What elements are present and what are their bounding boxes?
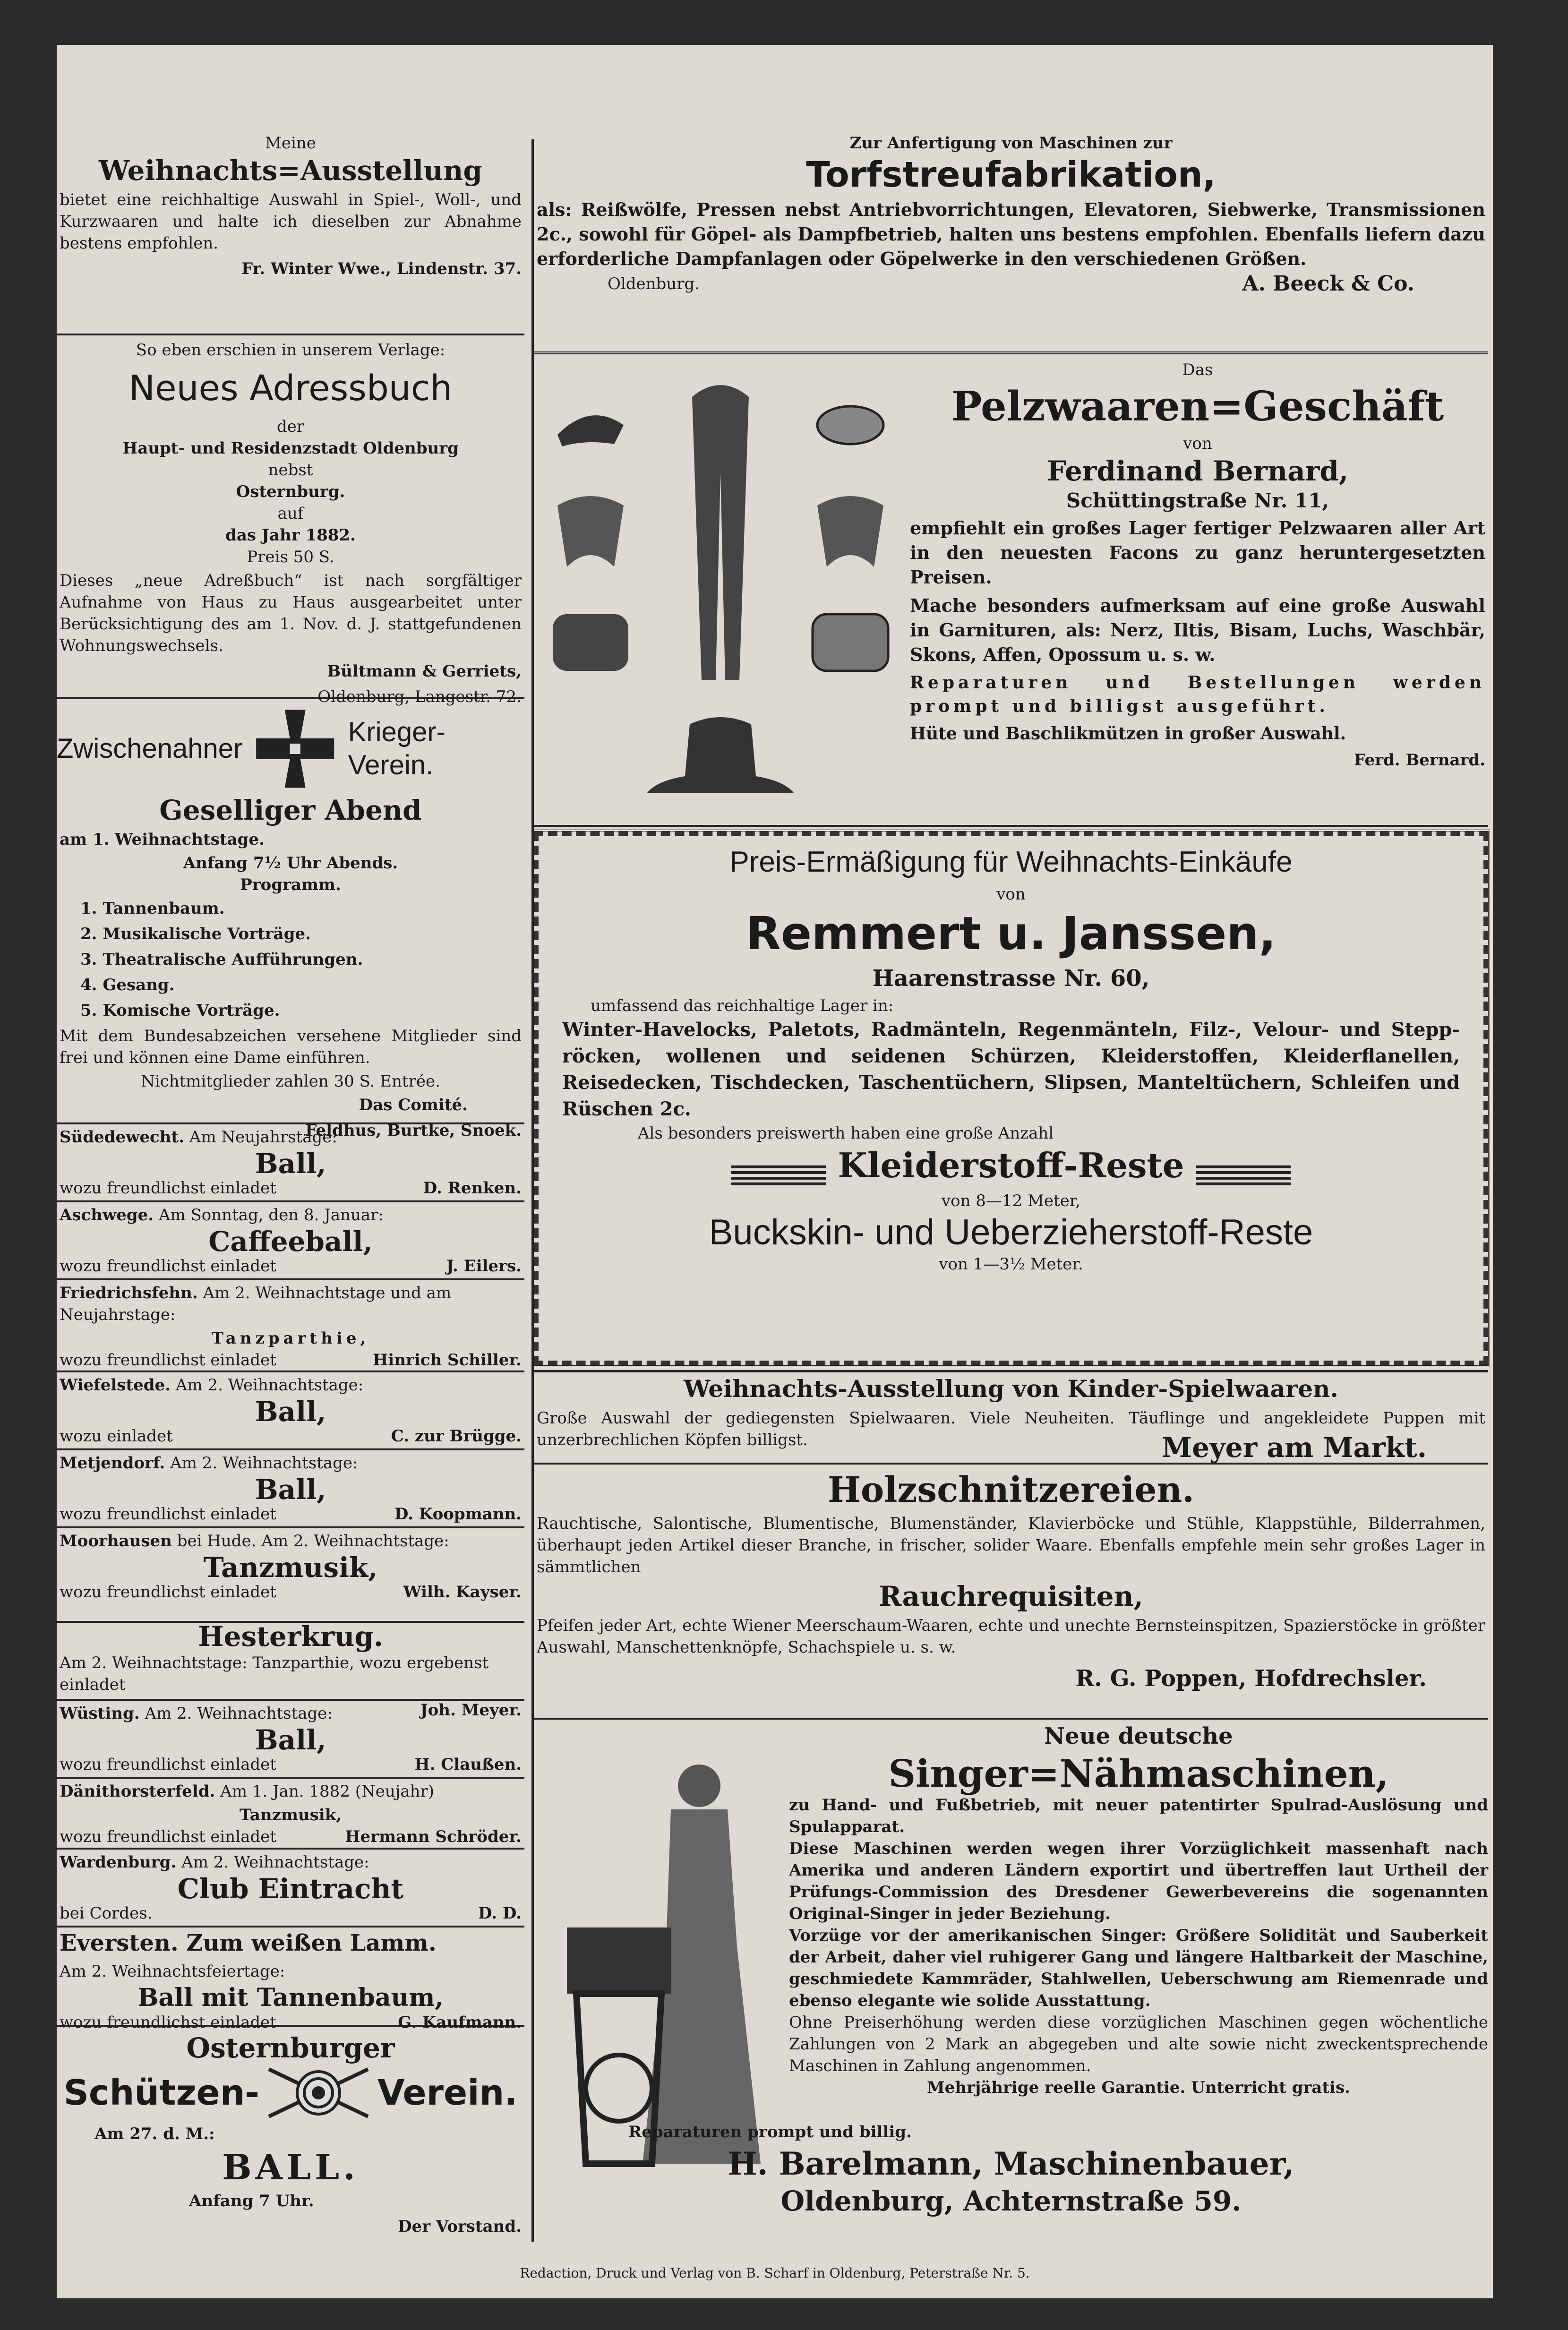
- ad-body: Rauchtische, Salontische, Blumentische, Blumenständer, Klavierböcke und Stühle, Klappstühle, Bilderrahmen, überhaupt jeden Artikel dieser Branche, in frischer, solider Waare. Ebenfalls empfehle mein sehr großes Lager in sämmtlichen: [537, 1514, 1485, 1576]
- ad-body: Mehrjährige reelle Garantie. Unterricht gratis.: [927, 2078, 1350, 2097]
- event-place: Dänithorsterfeld.: [60, 1782, 215, 1801]
- ad-title: Pelzwaaren=Geschäft: [951, 383, 1444, 430]
- ad-line: Osternburg.: [236, 482, 345, 501]
- ad-body: Reparaturen und Bestellungen werden prompt und billigst ausgeführt.: [910, 673, 1485, 716]
- ad-body: Diese Maschinen werden wegen ihrer Vorzüglichkeit massenhaft nach Amerika und anderen Ländern exportirt und übertreffen laut Urtheil der Prüfungs-Commission des Dresdener Gewerbevereins die sogenannten Original-Singer in jeder Beziehung.: [789, 1839, 1488, 1923]
- event-title: Ball mit Tannenbaum,: [137, 1983, 444, 2012]
- event-invite: wozu freundlichst einladet: [60, 1755, 276, 1774]
- left-column: [57, 132, 524, 2236]
- ad-intro: umfassend das reichhaltige Lager in:: [591, 996, 894, 1015]
- event-when: Am 2. Weihnachtstage: Tanzparthie, wozu ergebenst einladet: [60, 1653, 489, 1694]
- event-title: Ball,: [255, 1473, 326, 1506]
- ad-line: der: [276, 417, 305, 436]
- event-when: Am 2. Weihnachtstage und am Neujahrstage:: [60, 1284, 452, 1324]
- event-title: Tanzparthie,: [211, 1329, 370, 1348]
- fur-muff-icon: [543, 600, 638, 685]
- event-host: Hinrich Schiller.: [373, 1351, 522, 1370]
- ad-title: Holzschnitzereien.: [828, 1470, 1194, 1510]
- ad-start: Anfang 7 Uhr.: [189, 2192, 314, 2210]
- ad-signature: Ferd. Bernard.: [1354, 751, 1485, 770]
- event-host: H. Claußen.: [414, 1755, 522, 1774]
- ad-sub: Rauchrequisiten,: [879, 1580, 1143, 1612]
- ad-name: Ferdinand Bernard,: [1046, 455, 1349, 487]
- ad-torfstreu: [534, 132, 1488, 354]
- ad-von: von: [996, 885, 1026, 904]
- ad-pre: Zur Anfertigung von Maschinen zur: [849, 134, 1173, 153]
- ad-body: Winter-Havelocks, Paletots, Radmänteln, Regenmänteln, Filz-, Velour- und Steppröcken, wollenen und seidenen Schürzen, Kleiderstoffen, Kleiderflanellen, Reisedecken, Tischdecken, Taschentüchern, Slipsen, Manteltüchern, Schleifen und Rüschen 2c.: [562, 1019, 1460, 1120]
- ad-body: Hüte und Baschlikmützen in großer Auswahl.: [910, 724, 1346, 744]
- ad-body: Große Auswahl der gediegensten Spielwaaren. Viele Neuheiten. Täuflinge und angekleidete Puppen mit unzerbrechlichen Köpfen billigst.: [537, 1409, 1485, 1449]
- event-title: Tanzmusik,: [203, 1551, 378, 1584]
- ad-line: das Jahr 1882.: [225, 526, 356, 545]
- program-item: 1. Tannenbaum.: [80, 899, 225, 918]
- event-ad: [57, 1280, 524, 1372]
- ad-city: Oldenburg.: [608, 274, 700, 293]
- ad-body: empfiehlt ein großes Lager fertiger Pelzwaaren aller Art in den neuesten Facons zu ganz heruntergesetzten Preisen.: [910, 517, 1485, 588]
- fur-cap-icon: [808, 397, 893, 454]
- iron-cross-icon: [252, 704, 338, 794]
- decorative-bars-right: [1196, 1165, 1291, 1185]
- event-host: D. Renken.: [423, 1179, 522, 1198]
- ad-firm: H. Barelmann, Maschinenbauer,: [728, 2145, 1294, 2182]
- event-title: Club Eintracht: [177, 1873, 404, 1905]
- program-item: 5. Komische Vorträge.: [80, 1001, 280, 1020]
- event-place: Wüsting.: [60, 1704, 140, 1723]
- ad-weihnachts-ausstellung: [57, 132, 524, 335]
- top-hat-icon: [643, 705, 798, 800]
- event-invite: wozu freundlichst einladet: [60, 1179, 276, 1198]
- fur-illustrations: [534, 354, 907, 825]
- event-when: Am 2. Weihnachtstage:: [181, 1853, 369, 1872]
- ad-holzschnitzereien: [534, 1465, 1488, 1720]
- event-ad: [57, 1202, 524, 1280]
- decorative-bars-left: [731, 1165, 826, 1185]
- right-column: [534, 132, 1488, 2216]
- event-host: J. Eilers.: [446, 1257, 522, 1276]
- ad-title-left: Schützen-: [63, 2073, 260, 2113]
- ad-firm: Remmert u. Janssen,: [745, 907, 1277, 960]
- ad-firm: A. Beeck & Co.: [1242, 272, 1414, 296]
- ad-adressbuch: [57, 335, 524, 706]
- event-place: Wardenburg.: [60, 1853, 177, 1872]
- event-ad: [57, 1927, 524, 2032]
- event-invite: wozu freundlichst einladet: [60, 1351, 276, 1370]
- event-invite: wozu freundlichst einladet: [60, 1827, 276, 1846]
- fur-hat-icon: [548, 397, 633, 454]
- event-ad: [57, 1701, 524, 1779]
- ad-signature: R. G. Poppen, Hofdrechsler.: [1075, 1665, 1427, 1692]
- ad-body: bietet eine reichhaltige Auswahl in Spiel-, Woll-, und Kurzwaaren und halte ich dieselben zur Abnahme bestens empfohlen.: [60, 190, 522, 253]
- event-when: Am 2. Weihnachtstage:: [170, 1454, 358, 1473]
- event-host: D. Koopmann.: [394, 1505, 522, 1524]
- event-title: Ball,: [255, 1396, 326, 1428]
- pelz-text: [907, 354, 1488, 825]
- event-list: [57, 1124, 524, 2032]
- ad-address: Oldenburg, Achternstraße 59.: [780, 2185, 1242, 2217]
- ad-signature: Fr. Winter Wwe., Lindenstr. 37.: [241, 259, 522, 278]
- ad-date: Am 27. d. M.:: [94, 2124, 215, 2143]
- event-invite: wozu einladet: [60, 1427, 173, 1446]
- ad-pelzwaaren: [534, 354, 1488, 827]
- event-host: Wilh. Kayser.: [403, 1583, 522, 1602]
- event-title: Ball,: [255, 1148, 326, 1180]
- ad-title: Singer=Nähmaschinen,: [888, 1751, 1389, 1796]
- event-ad: [57, 1528, 524, 1623]
- ad-title: Preis-Ermäßigung für Weihnachts-Einkäufe: [729, 846, 1293, 878]
- ad-von: von: [1183, 434, 1212, 453]
- event-when: Am Sonntag, den 8. Januar:: [158, 1206, 384, 1225]
- event-when: Am 2. Weihnachtsfeiertage:: [60, 1962, 285, 1981]
- event-ad: [57, 1372, 524, 1450]
- ad-meters: von 8—12 Meter,: [941, 1191, 1081, 1210]
- ad-intro: So eben erschien in unserem Verlage:: [136, 341, 446, 360]
- ad-line: Haupt- und Residenzstadt Oldenburg: [122, 439, 459, 458]
- event-place: Eversten. Zum weißen Lamm.: [60, 1930, 437, 1956]
- ad-price: Preis 50 S.: [247, 548, 334, 566]
- newspaper-page: [57, 45, 1493, 2298]
- fur-muff-icon: [803, 600, 898, 685]
- event-place: Moorhausen: [60, 1532, 172, 1550]
- ad-spielwaaren: [534, 1370, 1488, 1465]
- ad-repairs: Reparaturen prompt und billig.: [628, 2123, 912, 2142]
- ad-reste: Kleiderstoff-Reste: [838, 1145, 1184, 1185]
- event-place: Hesterkrug.: [197, 1620, 384, 1653]
- ad-preis-ermaessigung: [534, 831, 1488, 1365]
- ad-body: Mache besonders aufmerksam auf eine große Auswahl in Garnituren, als: Nerz, Iltis, Bisam, Luchs, Waschbär, Skons, Affen, Opossum u. s. w.: [910, 595, 1485, 665]
- ad-right-title: Krieger-Verein.: [348, 717, 446, 780]
- ad-note: Mit dem Bundesabzeichen versehene Mitglieder sind frei und können eine Dame einführen.: [60, 1027, 522, 1067]
- event-host: D. D.: [478, 1904, 522, 1923]
- event-invite: wozu freundlichst einladet: [60, 1505, 276, 1524]
- event-invite: bei Cordes.: [60, 1904, 153, 1923]
- event-invite: wozu freundlichst einladet: [60, 2013, 276, 2032]
- ad-singer: [534, 1720, 1488, 2216]
- ad-line: auf: [277, 504, 304, 523]
- ad-title: Osternburger: [186, 2032, 395, 2064]
- ad-title: Geselliger Abend: [159, 794, 422, 826]
- event-when: Am 2. Weihnachtstage:: [175, 1376, 364, 1395]
- ad-body: Ohne Preiserhöhung werden diese vorzüglichen Maschinen gegen wöchentliche Zahlungen von 2 Mark an abgegeben und alte sowie nicht zweckentsprechende Maschinen in Zahlung angenommen.: [789, 2013, 1488, 2075]
- ad-note: Als besonders preiswerth haben eine große Anzahl: [638, 1124, 1054, 1143]
- ad-title: Neues Adressbuch: [129, 368, 453, 409]
- ad-note: Nichtmitglieder zahlen 30 S. Entrée.: [141, 1072, 440, 1091]
- event-place: Südedewecht.: [60, 1128, 184, 1147]
- ad-ball: BALL.: [222, 2147, 359, 2188]
- ad-signature: Der Vorstand.: [398, 2217, 522, 2236]
- ad-address: Schüttingstraße Nr. 11,: [1066, 489, 1329, 512]
- ad-body: Dieses „neue Adreßbuch“ ist nach sorgfältiger Aufnahme von Haus zu Haus ausgearbeitet unter Berücksichtigung des am 1. Nov. d. J. stattgefundenen Wohnungswechsels.: [60, 571, 522, 655]
- ad-buckskin: Buckskin- und Ueberzieherstoff-Reste: [709, 1212, 1313, 1252]
- event-ad: [57, 1124, 524, 1202]
- event-when: Am Neujahrstage:: [189, 1128, 337, 1147]
- event-host: Hermann Schröder.: [345, 1827, 522, 1846]
- program-item: 4. Gesang.: [80, 976, 175, 994]
- ad-comite: Das Comité.: [359, 1096, 468, 1114]
- ad-names: Feldhus, Burtke, Snoek.: [305, 1121, 522, 1140]
- event-place: Aschwege.: [60, 1206, 154, 1225]
- event-title: Caffeeball,: [208, 1225, 373, 1258]
- singer-text: [789, 1720, 1488, 2099]
- ad-address: Oldenburg, Langestr. 72.: [317, 687, 522, 706]
- ad-body: Vorzüge vor der amerikanischen Singer: Größere Solidität und Sauberkeit der Arbeit, daher viel ruhigerer Gang und längere Haltbarkeit der Maschine, geschmiedete Kammräder, Stahlwellen, Ueberschwung am Riemenrade und ebenso elegante wie solide Ausstattung.: [789, 1926, 1488, 2010]
- event-when: bei Hude. Am 2. Weihnachtstage:: [177, 1532, 449, 1550]
- event-title: Tanzmusik,: [239, 1806, 342, 1825]
- event-ad: [57, 1850, 524, 1927]
- program-item: 2. Musikalische Vorträge.: [80, 925, 311, 943]
- event-place: Metjendorf.: [60, 1454, 165, 1473]
- ad-meters: von 1—3½ Meter.: [939, 1254, 1083, 1274]
- ad-title: Torfstreufabrikation,: [806, 154, 1216, 195]
- event-when: Am 2. Weihnachtstage:: [145, 1704, 333, 1723]
- event-when: Am 1. Jan. 1882 (Neujahr): [220, 1782, 435, 1801]
- ad-pre: Das: [1182, 360, 1213, 379]
- ad-start: Anfang 7½ Uhr Abends.: [183, 854, 398, 873]
- event-host: C. zur Brügge.: [391, 1427, 522, 1446]
- imprint-footer: Redaction, Druck und Verlag von B. Scharf in Oldenburg, Peterstraße Nr. 5.: [520, 2265, 1030, 2281]
- fur-boa-icon: [673, 378, 768, 690]
- ad-signature: Meyer am Markt.: [1161, 1431, 1427, 1464]
- event-host: G. Kaufmann.: [398, 2013, 522, 2032]
- fur-collar-icon: [803, 487, 898, 581]
- event-place: Friedrichsfehn.: [60, 1284, 198, 1302]
- event-place: Wiefelstede.: [60, 1376, 171, 1395]
- target-rifles-icon: [264, 2064, 373, 2121]
- ad-program-title: Programm.: [240, 875, 341, 894]
- ad-signature: Bültmann & Gerriets,: [327, 662, 522, 681]
- ad-address: Haarenstrasse Nr. 60,: [872, 965, 1150, 992]
- ad-sub: zu Hand- und Fußbetrieb, mit neuer patentirter Spulrad-Auslösung und Spulapparat.: [789, 1796, 1488, 1836]
- event-invite: wozu freundlichst einladet: [60, 1257, 276, 1276]
- event-invite: wozu freundlichst einladet: [60, 1583, 276, 1602]
- event-title: Ball,: [255, 1724, 326, 1756]
- ad-title: Weihnachts=Ausstellung: [99, 154, 482, 187]
- event-ad: [57, 1779, 524, 1850]
- event-ad: [57, 1450, 524, 1528]
- ad-pre: Neue deutsche: [1044, 1723, 1233, 1749]
- fur-collar-icon: [543, 487, 638, 581]
- ad-line: nebst: [268, 461, 313, 480]
- ad-title: Weihnachts-Ausstellung von Kinder-Spielwaaren.: [684, 1375, 1338, 1403]
- event-host: Joh. Meyer.: [420, 1701, 522, 1720]
- ad-pre: Meine: [265, 134, 316, 153]
- ad-title-right: Verein.: [377, 2073, 518, 2113]
- ad-left-title: Zwischenahner: [57, 733, 243, 764]
- ad-body: als: Reißwölfe, Pressen nebst Antriebvorrichtungen, Elevatoren, Siebwerke, Transmissionen 2c., sowohl für Göpel- als Dampfbetrieb, halten uns bestens empfohlen. Ebenfalls liefern dazu erforderliche Dampfanlagen oder Göpelwerke in den verschiedenen Größen.: [537, 199, 1485, 269]
- woman-sewing-machine-illustration: [548, 1748, 765, 2173]
- ad-schuetzen-verein: [57, 2027, 524, 2236]
- ad-date: am 1. Weihnachtstage.: [60, 830, 265, 849]
- ad-body: Pfeifen jeder Art, echte Wiener Meerschaum-Waaren, echte und unechte Bernsteinspitzen, Spazierstöcke in größter Auswahl, Manschettenknöpfe, Schachspiele u. s. w.: [537, 1616, 1485, 1657]
- program-item: 3. Theatralische Aufführungen.: [80, 950, 363, 969]
